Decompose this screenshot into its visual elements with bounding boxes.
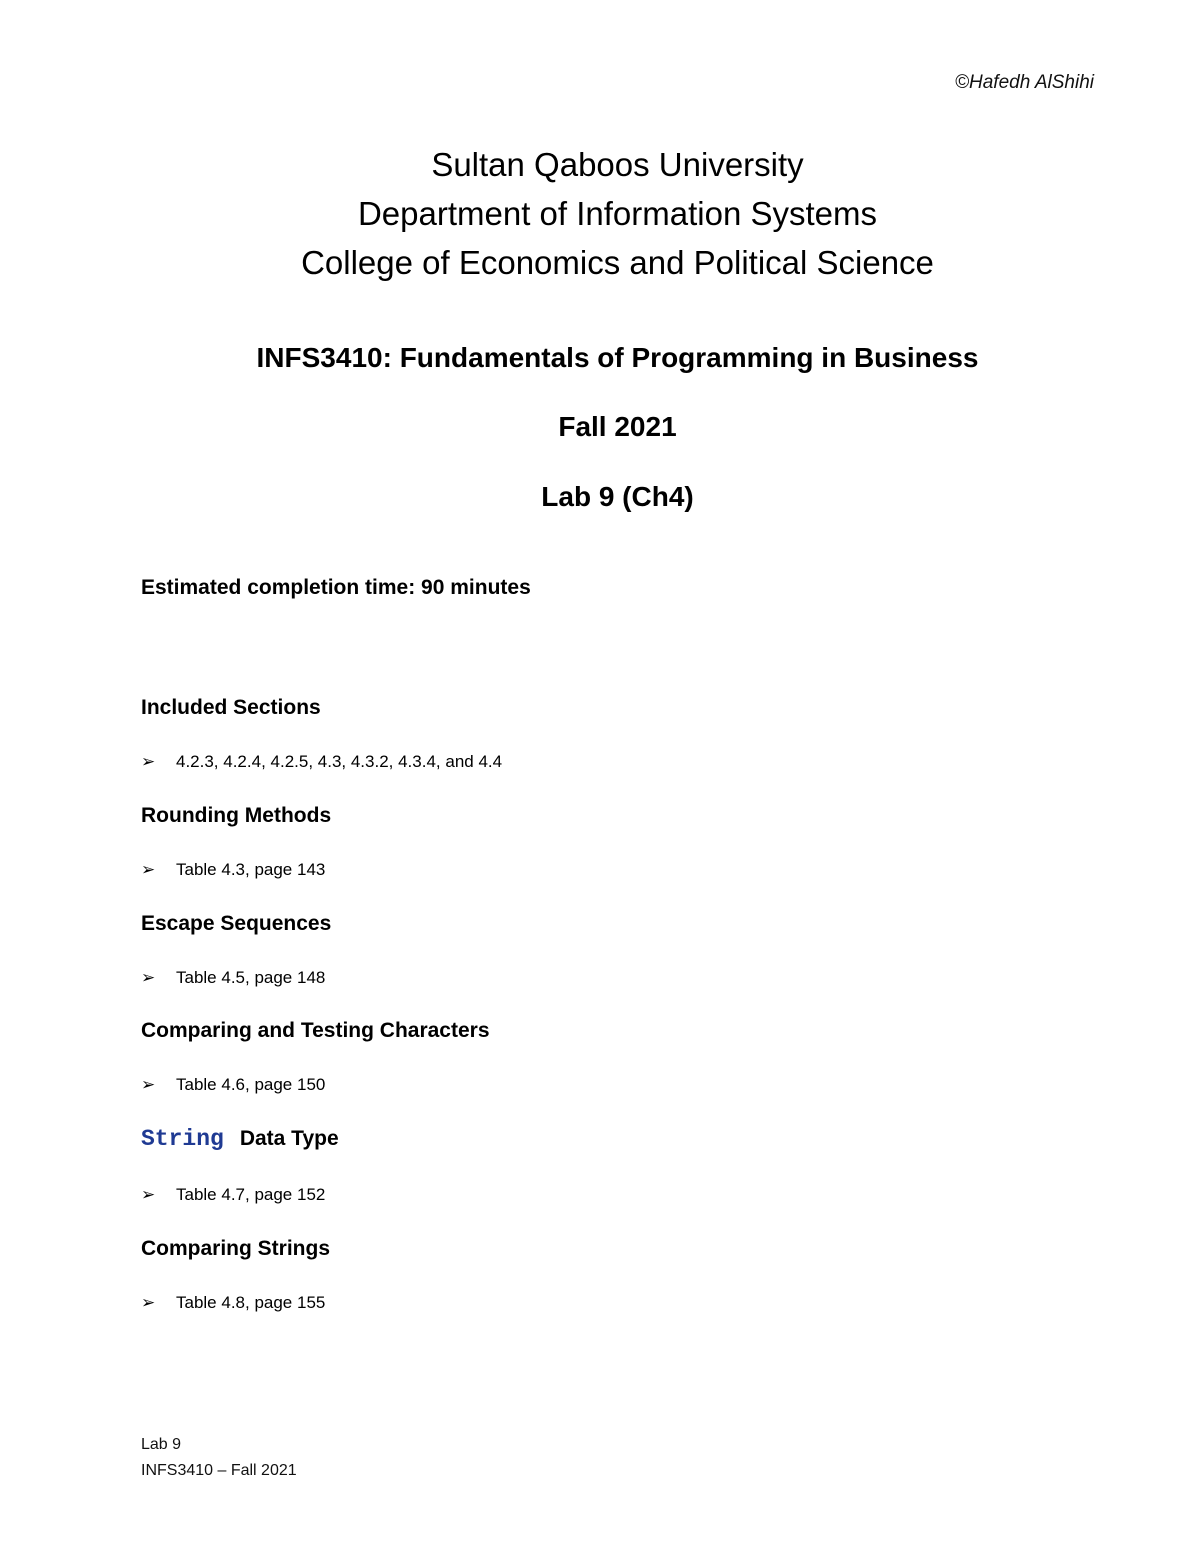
list-item (141, 1182, 325, 1208)
department-name: Department of Information Systems (357, 195, 878, 232)
section-heading-characters: Comparing and Testing Characters (141, 1019, 490, 1042)
section-heading-escape: Escape Sequences (141, 912, 332, 935)
footer-course: INFS3410 – Fall 2021 (141, 1462, 297, 1479)
arrow-bullet-icon: ➢ (141, 1185, 156, 1204)
university-name: Sultan Qaboos University (431, 146, 804, 183)
footer-lab: Lab 9 (141, 1436, 182, 1453)
string-keyword: String (141, 1126, 224, 1152)
list-item-text: Table 4.6, page 150 (176, 1075, 326, 1094)
section-heading-rounding: Rounding Methods (141, 804, 332, 827)
college-name: College of Economics and Political Science (301, 244, 934, 281)
list-item (141, 1072, 325, 1098)
list-item-text: Table 4.7, page 152 (176, 1185, 326, 1204)
section-heading-included: Included Sections (141, 696, 321, 719)
list-item (141, 749, 502, 775)
list-item (141, 1290, 325, 1316)
list-item (141, 857, 325, 883)
list-item-text: 4.2.3, 4.2.4, 4.2.5, 4.3, 4.3.2, 4.3.4, and 4.4 (176, 752, 503, 771)
arrow-bullet-icon: ➢ (141, 752, 156, 771)
section-heading-string (141, 1124, 339, 1154)
lab-title: Lab 9 (Ch4) (541, 481, 694, 512)
arrow-bullet-icon: ➢ (141, 1293, 156, 1312)
course-title: INFS3410: Fundamentals of Programming in Business (256, 342, 979, 373)
list-item (141, 965, 325, 991)
section-heading-text: Data Type (239, 1127, 339, 1150)
list-item-text: Table 4.3, page 143 (176, 860, 326, 879)
arrow-bullet-icon: ➢ (141, 1075, 156, 1094)
list-item-text: Table 4.5, page 148 (176, 968, 326, 987)
estimated-time: Estimated completion time: 90 minutes (141, 576, 531, 599)
page-footer (141, 1432, 297, 1484)
list-item-text: Table 4.8, page 155 (176, 1293, 326, 1312)
section-heading-comparing-strings: Comparing Strings (141, 1237, 331, 1260)
course-term: Fall 2021 (558, 411, 677, 442)
copyright-notice: ©Hafedh AlShihi (955, 72, 1094, 93)
institution-header (0, 140, 1200, 287)
arrow-bullet-icon: ➢ (141, 968, 156, 987)
arrow-bullet-icon: ➢ (141, 860, 156, 879)
